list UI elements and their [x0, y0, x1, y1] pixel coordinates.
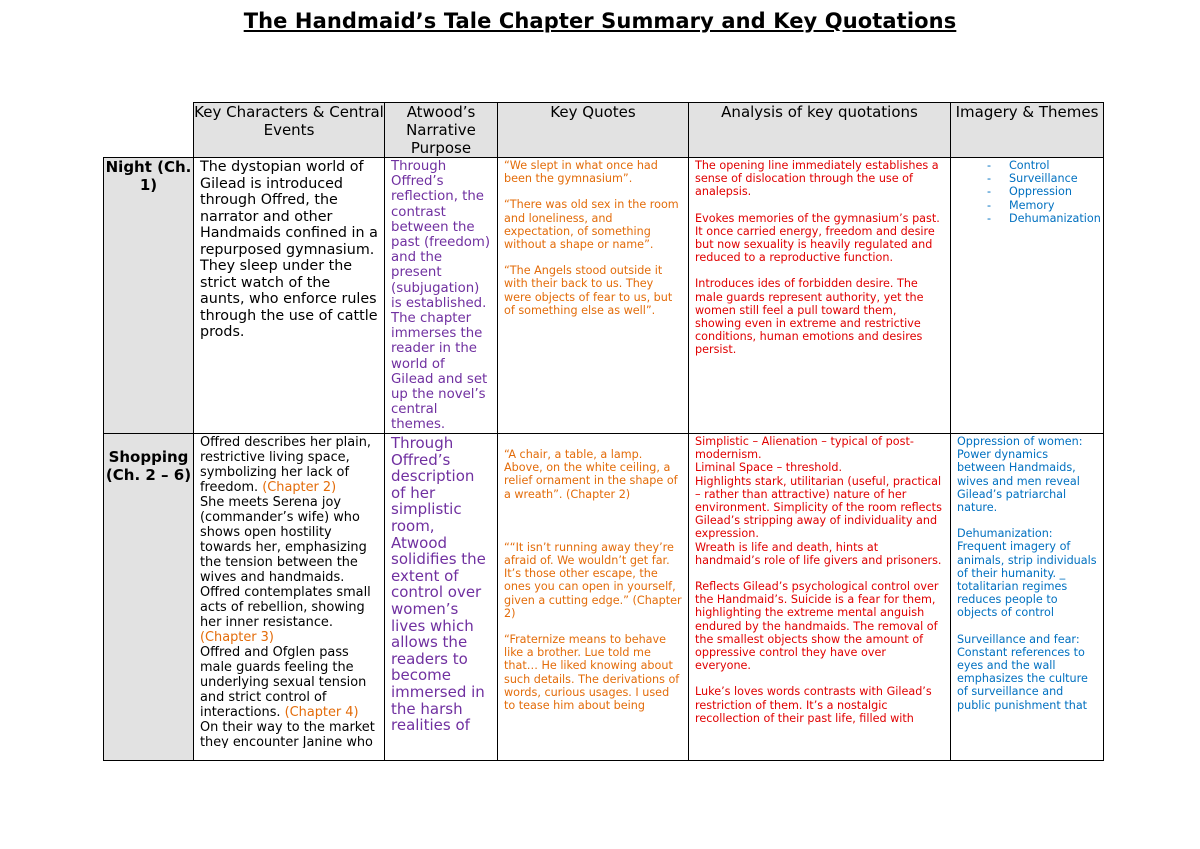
quote-item: “There was old sex in the room and loneliness, and expectation, of something without a shape or name”.	[504, 198, 679, 252]
row-label	[104, 158, 194, 434]
header-imagery-themes: Imagery & Themes	[951, 103, 1104, 158]
theme-label: Dehumanization	[1009, 211, 1101, 225]
list-item	[987, 199, 1097, 212]
header-narrative-purpose: Atwood’s Narrative Purpose	[385, 103, 498, 158]
dash-bullet-icon: -	[987, 198, 992, 212]
list-item	[987, 185, 1097, 198]
chapter-ref: (Chapter 3)	[200, 630, 274, 645]
title-wrap	[0, 8, 1200, 50]
dash-bullet-icon: -	[987, 185, 992, 199]
analysis-item: Liminal Space – threshold.	[695, 461, 842, 475]
quote-item: “We slept in what once had been the gymnasium”.	[504, 159, 658, 186]
theme-label: Oppression	[1009, 185, 1072, 199]
narrative-cell	[385, 158, 498, 434]
row-label	[104, 434, 194, 761]
header-row	[104, 103, 1104, 158]
list-item	[987, 172, 1097, 185]
themes-cell	[951, 158, 1104, 434]
theme-label: Memory	[1009, 198, 1055, 212]
events-text: The dystopian world of Gilead is introduced through Offred, the narrator and other Handmaids confined in a repurposed gymnasium. They sleep under the strict watch of the aunts, who enforce rules through the use of cattle prods.	[200, 159, 378, 340]
event-text: Offred describes her plain, restrictive living space, symbolizing her lack of freedom.	[200, 435, 371, 495]
narrative-text: Through Offred’s reflection, the contrast between the past (freedom) and the present (subjugation) is established. The chapter immerses the reader in the world of Gilead and set up the novel’s central themes.	[391, 159, 491, 433]
chapter-ref: (Chapter 4)	[284, 705, 359, 720]
event-text: On their way to the market they encounter Janine who	[200, 720, 375, 748]
quote-item: “The Angels stood outside it with their back to us. They were objects of fear to us, but of something else as well”.	[504, 264, 673, 317]
dash-bullet-icon: -	[987, 172, 992, 186]
analysis-item: Evokes memories of the gymnasium’s past. It once carried energy, freedom and desire but now sexuality is heavily regulated and reduced to a reproductive function.	[695, 211, 940, 265]
table-row	[104, 434, 1104, 761]
quotes-cell	[498, 434, 689, 761]
theme-paragraph: Oppression of women: Power dynamics between Handmaids, wives and men reveal Gilead’s patriarchal nature.	[957, 435, 1083, 515]
themes-list	[957, 159, 1101, 225]
theme-paragraph: Surveillance and fear: Constant references to eyes and the wall emphasizes the culture of surveillance and public punishment that	[957, 632, 1088, 712]
quotes-cell	[498, 158, 689, 434]
chapter-ref: (Chapter 2)	[262, 480, 337, 495]
header-key-characters: Key Characters & Central Events	[194, 103, 385, 158]
row-label-text: Shopping (Ch. 2 – 6)	[105, 448, 192, 484]
header-key-quotes: Key Quotes	[498, 103, 689, 158]
quote-item: “Fraternize means to behave like a brother. Lue told me that… He liked knowing about such details. The derivations of words, curious usages. I used to tease him about being	[504, 633, 680, 713]
analysis-item: Introduces ides of forbidden desire. The male guards represent authority, yet the women still feel a pull toward them, showing even in extreme and restrictive conditions, human emotions and desires persist.	[695, 277, 924, 357]
dash-bullet-icon: -	[987, 211, 992, 225]
quote-item: ““It isn’t running away they’re afraid of. We wouldn’t get far. It’s those other escape, the ones you can open in yourself, given a cutting edge.” (Chapter 2)	[504, 540, 682, 620]
analysis-item: Reflects Gilead’s psychological control over the Handmaid’s. Suicide is a fear for them, highlighting the extreme mental anguish endured by the handmaids. The removal of the smallest objects show the amount of oppressive control they have over everyone.	[695, 580, 939, 673]
theme-label: Control	[1009, 159, 1050, 172]
analysis-cell	[689, 434, 951, 761]
theme-paragraph: Dehumanization: Frequent imagery of animals, strip individuals of their humanity. _ totalitarian regimes reduces people to objects of control	[957, 527, 1097, 620]
header-analysis: Analysis of key quotations	[689, 103, 951, 158]
events-cell	[194, 434, 385, 761]
dash-bullet-icon: -	[987, 159, 992, 172]
header-blank	[104, 103, 194, 158]
analysis-item: Simplistic – Alienation – typical of post-modernism.	[695, 435, 914, 462]
theme-label: Surveillance	[1009, 172, 1078, 186]
analysis-cell	[689, 158, 951, 434]
themes-cell	[951, 434, 1104, 761]
analysis-item: Wreath is life and death, hints at handmaid’s role of life givers and prisoners.	[695, 540, 942, 567]
summary-table	[103, 102, 1104, 761]
event-text: Offred and Ofglen pass male guards feeling the underlying sexual tension and strict control of interactions.	[200, 645, 367, 720]
analysis-item: Highlights stark, utilitarian (useful, practical – rather than attractive) nature of her environment. Simplicity of the room reflects Gilead’s stripping away of individuality and expression.	[695, 474, 942, 541]
list-item	[987, 211, 1101, 225]
narrative-text: Through Offred’s description of her simplistic room, Atwood solidifies the extent of control over women’s lives which allows the readers to become immersed in the harsh realities of	[391, 434, 486, 735]
events-cell	[194, 158, 385, 434]
analysis-item: The opening line immediately establishes a sense of dislocation through the use of analepsis.	[695, 159, 939, 199]
quote-item: “A chair, a table, a lamp. Above, on the white ceiling, a relief ornament in the shape of a wreath”. (Chapter 2)	[504, 448, 678, 501]
table-row	[104, 158, 1104, 434]
row-label-text: Night (Ch. 1)	[105, 158, 192, 194]
page-title: The Handmaid’s Tale Chapter Summary and Key Quotations	[243, 9, 957, 33]
narrative-cell	[385, 434, 498, 761]
event-text: She meets Serena joy (commander’s wife) who shows open hostility towards her, emphasizing the tension between the wives and handmaids. Offred contemplates small acts of rebellion, showing her inner resistance.	[200, 495, 371, 630]
analysis-item: Luke’s loves words contrasts with Gilead’s restriction of them. It’s a nostalgic recollection of their past life, filled with	[695, 685, 932, 725]
list-item	[987, 159, 1097, 172]
